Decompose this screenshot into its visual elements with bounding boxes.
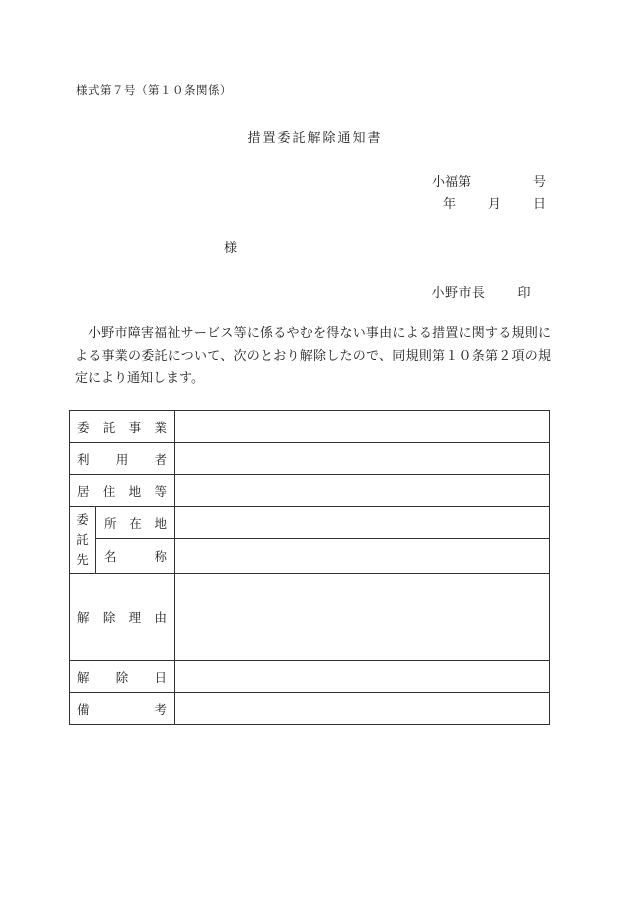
issuer <box>431 282 531 301</box>
table-row-remarks <box>70 693 550 725</box>
table-row-residence <box>70 475 550 507</box>
value-contractor-name[interactable] <box>175 539 550 574</box>
form-number: 様式第７号（第１０条関係） <box>76 83 232 97</box>
value-cancellation-date[interactable] <box>175 661 550 693</box>
value-entrusted-business[interactable] <box>175 411 550 443</box>
label-remarks: 備 考 <box>70 693 175 725</box>
table-row-contractor-name <box>70 539 550 574</box>
label-entrusted-business: 委 託 事 業 <box>70 411 175 443</box>
value-cancellation-reason[interactable] <box>175 574 550 661</box>
date-year-label: 年 <box>442 197 456 212</box>
document-number <box>432 171 546 190</box>
table-row-entrusted-business <box>70 411 550 443</box>
table-row-user <box>70 443 550 475</box>
table-row-contractor-address <box>70 507 550 539</box>
notice-details-table <box>69 410 550 725</box>
label-cancellation-reason: 解 除 理 由 <box>70 574 175 661</box>
issuer-seal: 印 <box>517 286 531 301</box>
table-row-cancellation-reason <box>70 574 550 661</box>
document-title: 措置委託解除通知書 <box>247 131 383 146</box>
document-number-prefix: 小福第 <box>431 175 471 190</box>
issue-date <box>443 193 546 212</box>
date-month-label: 月 <box>487 197 501 212</box>
value-contractor-address[interactable] <box>175 507 550 539</box>
label-contractor-group: 委 託 先 <box>70 507 96 574</box>
label-contractor-address: 所 在 地 <box>96 507 175 539</box>
label-user: 利 用 者 <box>70 443 175 475</box>
value-residence[interactable] <box>175 475 550 507</box>
date-day-label: 日 <box>532 197 546 212</box>
addressee: 様 <box>224 241 238 256</box>
value-remarks[interactable] <box>175 693 550 725</box>
issuer-name: 小野市長 <box>431 286 486 301</box>
label-cancellation-date: 解 除 日 <box>70 661 175 693</box>
table-row-cancellation-date <box>70 661 550 693</box>
value-user[interactable] <box>175 443 550 475</box>
document-number-suffix: 号 <box>532 175 546 190</box>
label-contractor-name: 名 称 <box>96 539 175 574</box>
notice-body-text: 小野市障害福祉サービス等に係るやむを得ない事由による措置に関する規則による事業の委託について、次のとおり解除したので、同規則第１０条第２項の規定により通知します。 <box>75 326 551 386</box>
label-residence: 居 住 地 等 <box>70 475 175 507</box>
